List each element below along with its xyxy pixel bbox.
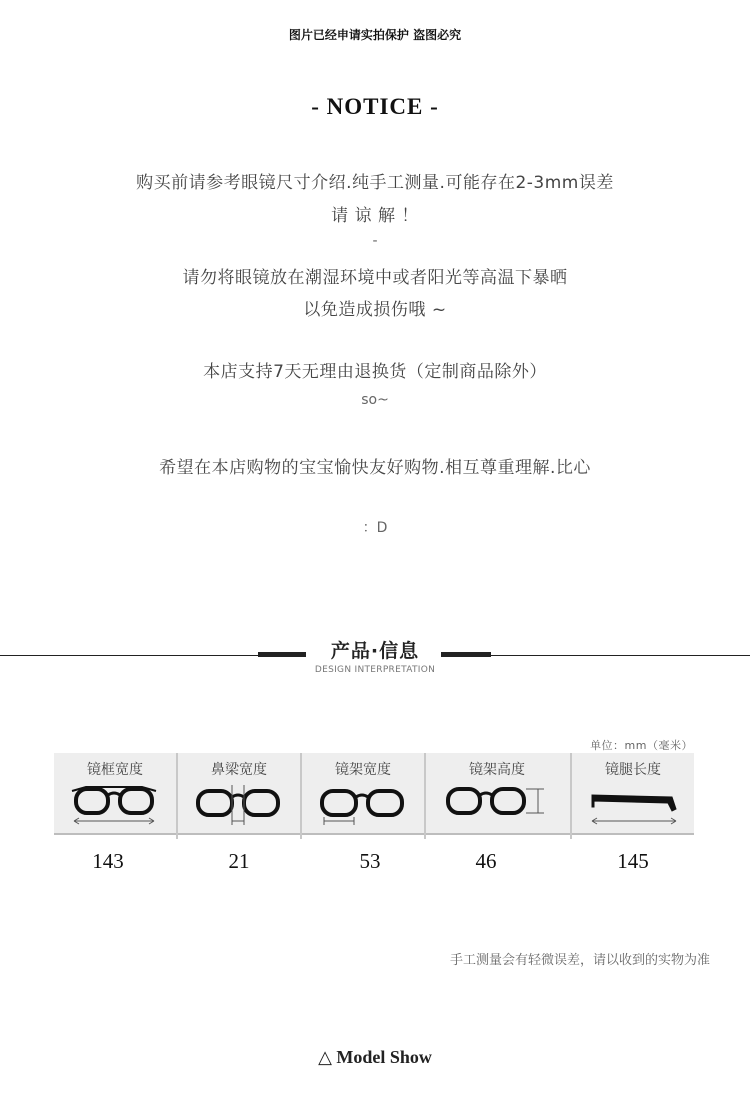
product-info-title: 产品·信息	[330, 640, 420, 662]
measure-value-temple-length: 145	[617, 849, 649, 873]
measure-cell-lens-height	[436, 753, 558, 833]
model-show-heading: △ Model Show	[318, 1047, 432, 1067]
measure-label: 镜架宽度	[335, 762, 391, 778]
frame-width-icon	[64, 781, 164, 829]
measure-value-lens-width: 53	[359, 849, 381, 873]
notice-line-returns: 本店支持7天无理由退换货（定制商品除外）	[203, 362, 547, 382]
watermark-note: 图片已经申请实拍保护 盗图必究	[288, 28, 462, 42]
product-info-subtitle: DESIGN INTERPRETATION	[314, 665, 436, 675]
notice-line-size: 购买前请参考眼镜尺寸介绍.纯手工测量.可能存在2-3mm误差	[136, 173, 614, 193]
bridge-width-icon	[188, 781, 288, 829]
notice-line-storage: 请勿将眼镜放在潮湿环境中或者阳光等高温下暴晒	[182, 268, 568, 288]
notice-line-damage: 以免造成损伤哦 ~	[303, 300, 447, 320]
measure-label: 镜腿长度	[605, 762, 661, 778]
unit-label: 单位：mm（毫米）	[590, 739, 693, 752]
measurement-note: 手工测量会有轻微误差，请以收到的实物为准	[449, 953, 710, 968]
measure-cell-temple-length	[572, 753, 694, 833]
measure-label: 镜框宽度	[87, 762, 143, 778]
notice-line-so: so~	[361, 392, 389, 408]
notice-line-wish: 希望在本店购物的宝宝愉快友好购物.相互尊重理解.比心	[159, 458, 591, 478]
notice-line-dash: -	[372, 233, 378, 249]
measure-separator	[424, 753, 426, 839]
measure-cell-lens-width	[302, 753, 424, 833]
measure-value-frame-width: 143	[92, 849, 124, 873]
measure-cell-frame-width	[54, 753, 176, 833]
notice-line-smile: ：D	[362, 520, 388, 536]
temple-length-icon	[582, 781, 682, 829]
measure-value-bridge-width: 21	[228, 849, 250, 873]
measure-label: 镜架高度	[469, 762, 525, 778]
measure-cell-bridge-width	[178, 753, 300, 833]
measurement-table	[54, 753, 694, 835]
lens-width-icon	[312, 781, 412, 829]
measure-value-lens-height: 46	[475, 849, 497, 873]
notice-title: - NOTICE -	[311, 94, 439, 119]
lens-height-icon	[446, 781, 546, 829]
measure-label: 鼻梁宽度	[211, 762, 267, 778]
notice-line-apology: 请 谅 解 ！	[331, 206, 419, 226]
